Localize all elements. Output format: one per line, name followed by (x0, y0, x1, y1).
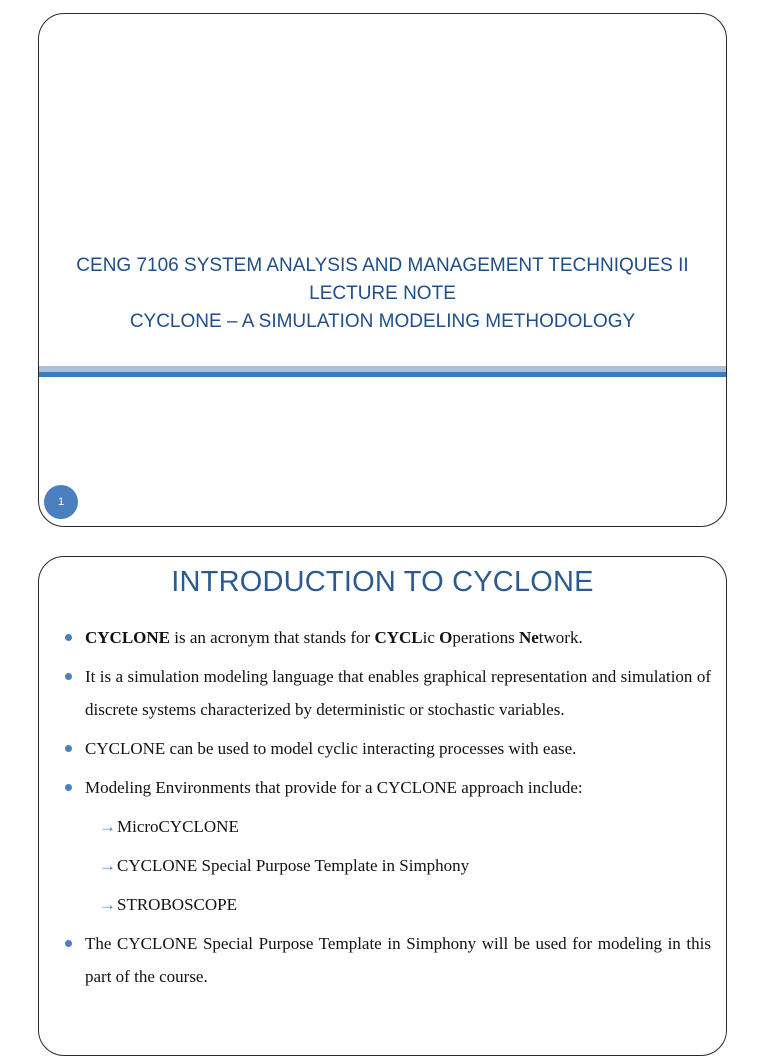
sub-list-item (61, 849, 711, 882)
bullet-dot-icon (65, 673, 72, 680)
bullet-dot-icon (65, 634, 72, 641)
divider-band-dark (39, 372, 726, 377)
bullet-text: It is a simulation modeling language that enables graphical representation and simulation of discrete systems characterized by deterministic or stochastic variables. (85, 667, 711, 719)
arrow-right-icon: → (99, 817, 116, 836)
slide-title (39, 252, 726, 336)
acronym-letters: Ne (518, 628, 539, 647)
sub-item-text: STROBOSCOPE (117, 895, 237, 914)
title-slide (38, 13, 727, 527)
arrow-right-icon: → (99, 856, 116, 875)
bullet-list (61, 621, 711, 999)
text-run: perations (452, 628, 519, 647)
bullet-text: CYCLONE can be used to model cyclic interacting processes with ease. (85, 739, 577, 758)
list-item (61, 660, 711, 726)
bullet-dot-icon (65, 940, 72, 947)
sub-item-text: MicroCYCLONE (117, 817, 239, 836)
lecture-note-label: LECTURE NOTE (309, 283, 456, 304)
list-item (61, 621, 711, 654)
acronym-term: CYCLONE (85, 628, 171, 647)
acronym-letters: CYCL (374, 628, 423, 647)
lecture-subtitle: CYCLONE – A SIMULATION MODELING METHODOLOGY (129, 311, 636, 332)
bullet-dot-icon (65, 745, 72, 752)
text-run: ic (422, 628, 440, 647)
text-run: twork. (538, 628, 583, 647)
list-item (61, 927, 711, 993)
list-item (61, 771, 711, 804)
course-title: CENG 7106 SYSTEM ANALYSIS AND MANAGEMENT TECHNIQUES II (76, 255, 689, 276)
intro-slide (38, 556, 727, 1056)
text-run: is an acronym that stands for (170, 628, 375, 647)
intro-slide-title: INTRODUCTION TO CYCLONE (171, 566, 594, 598)
arrow-right-icon: → (99, 895, 116, 914)
bullet-text: Modeling Environments that provide for a CYCLONE approach include: (85, 778, 583, 797)
sub-list-item (61, 888, 711, 921)
sub-item-text: CYCLONE Special Purpose Template in Simphony (117, 856, 470, 875)
bullet-text: The CYCLONE Special Purpose Template in Simphony will be used for modeling in this part of the course. (85, 934, 711, 986)
sub-list-item (61, 810, 711, 843)
acronym-letters: O (439, 628, 453, 647)
bullet-dot-icon (65, 784, 72, 791)
list-item (61, 732, 711, 765)
page-number-badge: 1 (44, 485, 78, 519)
